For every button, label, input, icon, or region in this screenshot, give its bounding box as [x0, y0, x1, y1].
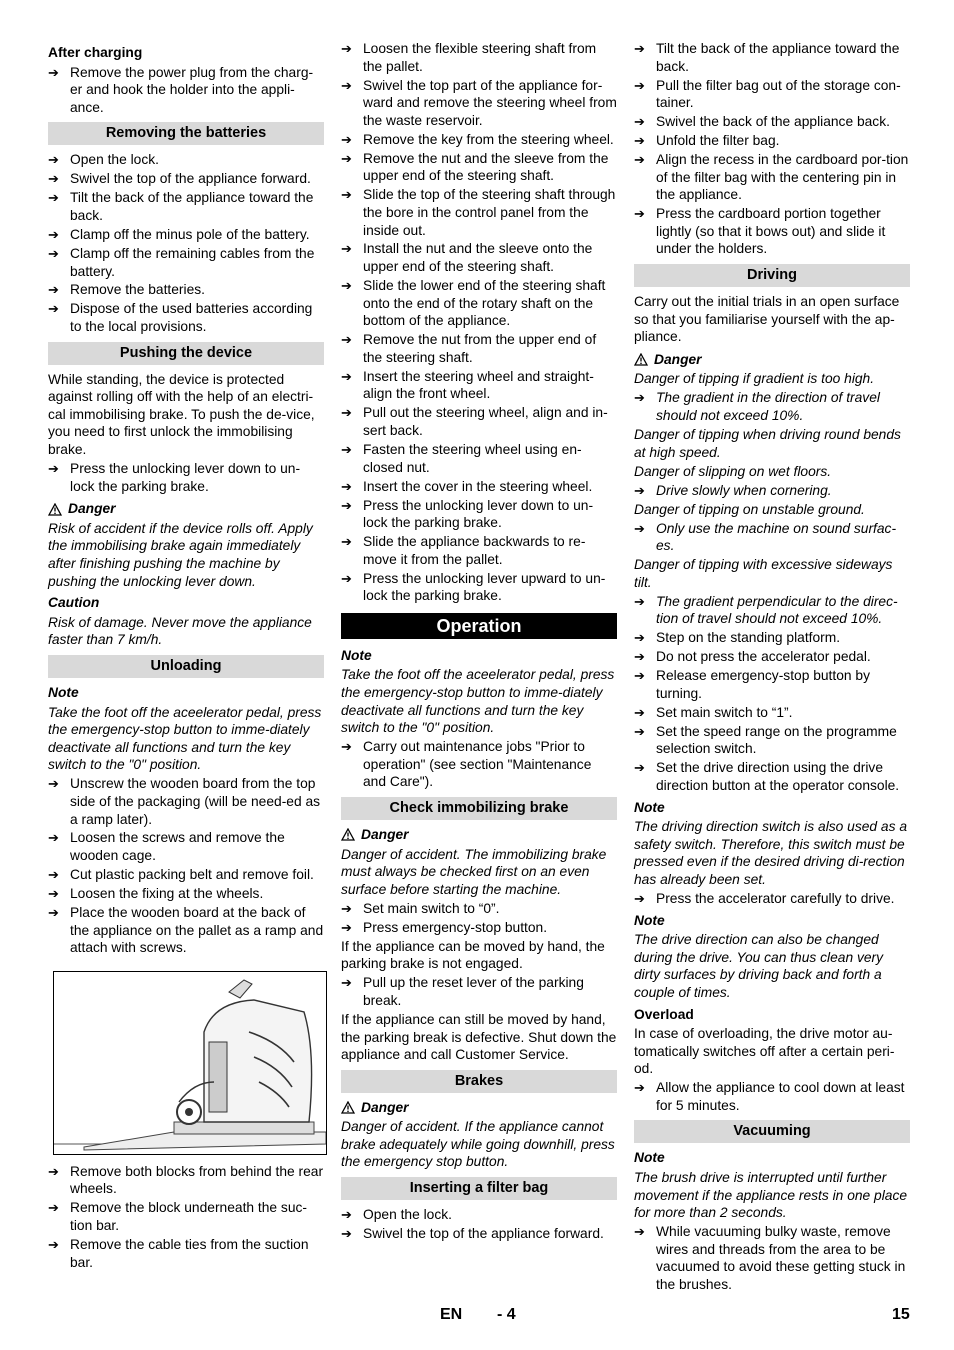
bullet-text: Remove the key from the steering wheel. [363, 131, 614, 147]
bullet-text: Open the lock. [363, 1207, 452, 1223]
bullet-item [341, 919, 617, 937]
paragraph: In case of overloading, the drive motor au-tomatically switches off after a certain peri-od. [634, 1026, 895, 1077]
bullet-text: Press the cardboard portion together lightly (so that it bows out) and slide it under the holders. [656, 206, 886, 257]
bullet-text: Unscrew the wooden board from the top side of the packaging (will be need-ed as a ramp later). [70, 776, 321, 827]
arrow-icon: ➔ [634, 41, 645, 56]
bullet-text: Loosen the fixing at the wheels. [70, 886, 264, 902]
arrow-icon: ➔ [341, 1207, 352, 1223]
bullet-item [634, 389, 910, 424]
italic-paragraph: Danger of tipping when driving round bends at high speed. [634, 427, 901, 460]
bullet-text: Remove the cable ties from the suction bar. [70, 1236, 309, 1270]
bullet-text: Cut plastic packing belt and remove foil. [70, 867, 314, 883]
bullet-text: Press emergency-stop button. [363, 919, 548, 935]
danger-text: Danger [654, 351, 702, 367]
bullet-text: Set main switch to “1”. [656, 704, 793, 720]
chapter-heading: Operation [341, 613, 617, 639]
bullet-item [634, 593, 910, 628]
arrow-icon: ➔ [634, 206, 645, 222]
arrow-icon: ➔ [341, 497, 352, 513]
bullet-item [634, 151, 910, 204]
bullet-text: Remove the power plug from the charg-er and hook the holder into the appli-ance. [70, 64, 314, 115]
bullet-item [341, 974, 617, 1009]
bullet-item [634, 648, 910, 666]
machine-figure [53, 971, 327, 1155]
section-heading: Removing the batteries [48, 122, 324, 145]
bullet-item [634, 1223, 910, 1293]
arrow-icon: ➔ [634, 390, 645, 406]
arrow-icon: ➔ [634, 890, 645, 906]
arrow-icon: ➔ [48, 190, 59, 206]
bullet-item [341, 533, 617, 568]
bullet-text: Swivel the back of the appliance back. [656, 114, 890, 130]
bullet-text: Clamp off the minus pole of the battery. [70, 226, 310, 242]
bullet-text: Remove the nut and the sleeve from the upper end of the steering shaft. [363, 150, 609, 184]
arrow-icon: ➔ [341, 570, 352, 586]
bullet-item [634, 629, 910, 647]
italic-paragraph: Take the foot off the aceelerator pedal, press the emergency-stop button to imme-diately deactivate all functions and turn the key switch to the "0" position. [48, 704, 322, 773]
subheading: Overload [634, 1006, 694, 1022]
arrow-icon: ➔ [341, 919, 352, 935]
note-label: Note [634, 1150, 665, 1166]
bullet-item [341, 368, 617, 403]
arrow-icon: ➔ [48, 226, 59, 242]
arrow-icon: ➔ [341, 478, 352, 494]
section-heading: Driving [634, 264, 910, 287]
bullet-text: Open the lock. [70, 152, 159, 168]
section-heading: Unloading [48, 655, 324, 678]
bullet-text: Press the unlocking lever upward to un-lock the parking brake. [363, 570, 606, 604]
italic-paragraph: Danger of tipping with excessive sideways tilt. [634, 557, 893, 590]
bullet-text: Set the speed range on the programme selection switch. [656, 723, 897, 757]
bullet-text: Swivel the top part of the appliance for-ward and remove the steering wheel from the waste reservoir. [363, 77, 617, 128]
bullet-text: Insert the steering wheel and straight-align the front wheel. [363, 368, 594, 402]
arrow-icon: ➔ [634, 760, 645, 776]
bullet-text: Carry out maintenance jobs "Prior to operation" (see section "Maintenance and Care"). [363, 739, 592, 790]
bullet-text: Clamp off the remaining cables from the battery. [70, 245, 315, 279]
warning-triangle-icon [48, 503, 62, 516]
italic-paragraph: Risk of damage. Never move the appliance faster than 7 km/h. [48, 614, 312, 648]
arrow-icon: ➔ [48, 1200, 59, 1216]
italic-paragraph: The driving direction switch is also used as a safety switch. Therefore, this switch must be pressed even if the desired driving di-rection has already been set. [634, 819, 908, 887]
bullet-text: Fasten the steering wheel using en-closed nut. [363, 441, 582, 475]
bullet-text: While vacuuming bulky waste, remove wires and threads from the area to be vacuumed to avoid these getting stuck in the brushes. [656, 1224, 906, 1292]
bullet-item [634, 723, 910, 758]
warning-triangle-icon [341, 828, 355, 841]
italic-paragraph: Risk of accident if the device rolls off. Apply the immobilising brake again immediately after finishing pushing the machine by pushing the unlocking lever down. [48, 520, 313, 589]
column-right [634, 40, 910, 1295]
bullet-text: Slide the lower end of the steering shaft onto the end of the rotary shaft on the bottom of the appliance. [363, 278, 606, 329]
bullet-text: Press the accelerator carefully to drive. [656, 890, 895, 906]
arrow-icon: ➔ [48, 886, 59, 902]
bullet-text: Step on the standing platform. [656, 630, 841, 646]
arrow-icon: ➔ [48, 1236, 59, 1252]
arrow-icon: ➔ [634, 77, 645, 93]
bullet-item [341, 570, 617, 605]
arrow-icon: ➔ [341, 187, 352, 203]
bullet-item [48, 1199, 324, 1234]
arrow-icon: ➔ [48, 830, 59, 846]
bullet-item [48, 170, 324, 188]
column-middle [341, 40, 617, 1244]
arrow-icon: ➔ [634, 114, 645, 130]
note-label: Note [341, 647, 372, 663]
arrow-icon: ➔ [48, 152, 59, 168]
machine-illustration [54, 972, 326, 1154]
bullet-item [48, 189, 324, 224]
italic-paragraph: The brush drive is interrupted until further movement if the appliance rests in one place for more than 2 seconds. [634, 1170, 908, 1221]
arrow-icon: ➔ [341, 534, 352, 550]
bullet-item [341, 441, 617, 476]
danger-text: Danger [68, 501, 116, 517]
arrow-icon: ➔ [48, 245, 59, 261]
note-label: Note [48, 684, 79, 700]
bullet-text: Unfold the filter bag. [656, 133, 780, 149]
bullet-text: Install the nut and the sleeve onto the upper end of the steering shaft. [363, 241, 593, 275]
paragraph: If the appliance can still be moved by hand, the parking break is defective. Shut down the appliance and call Customer Service. [341, 1011, 617, 1063]
italic-paragraph: Danger of accident. If the appliance cannot brake adequately while going downhill, press the emergency stop button. [341, 1119, 615, 1170]
arrow-icon: ➔ [634, 1224, 645, 1240]
arrow-icon: ➔ [634, 152, 645, 168]
arrow-icon: ➔ [341, 975, 352, 991]
paragraph: While standing, the device is protected against rolling off with the help of an electri-cal immobilising brake. To push the de-vice, you need to first unlock the immobilising brake. [48, 371, 315, 458]
section-heading: Inserting a filter bag [341, 1177, 617, 1200]
bullet-item [341, 277, 617, 330]
note-label: Caution [48, 595, 100, 611]
italic-paragraph: Danger of slipping on wet floors. [634, 463, 832, 479]
arrow-icon: ➔ [48, 64, 59, 80]
paragraph: Carry out the initial trials in an open surface so that you familiarise yourself with the ap-pliance. [634, 294, 900, 345]
bullet-item [634, 759, 910, 794]
arrow-icon: ➔ [634, 593, 645, 609]
arrow-icon: ➔ [48, 905, 59, 921]
arrow-icon: ➔ [341, 241, 352, 257]
arrow-icon: ➔ [341, 368, 352, 384]
section-heading: Vacuuming [634, 1120, 910, 1143]
bullet-item [48, 226, 324, 244]
bullet-item [48, 300, 324, 335]
arrow-icon: ➔ [634, 668, 645, 684]
bullet-item [634, 40, 910, 75]
bullet-text: Insert the cover in the steering wheel. [363, 478, 593, 494]
bullet-item [341, 240, 617, 275]
bullet-item [48, 1236, 324, 1271]
bullet-item [634, 520, 910, 555]
bullet-item [48, 1163, 324, 1198]
bullet-text: Slide the top of the steering shaft through the bore in the control panel from the inside out. [363, 187, 616, 238]
bullet-item [48, 904, 324, 957]
warning-triangle-icon [341, 1101, 355, 1114]
danger-label [48, 500, 324, 518]
bullet-item [634, 132, 910, 150]
arrow-icon: ➔ [48, 1163, 59, 1179]
bullet-text: Allow the appliance to cool down at least for 5 minutes. [656, 1080, 905, 1113]
bullet-text: Place the wooden board at the back of the appliance on the pallet as a ramp and attach with screws. [70, 905, 324, 956]
subheading: After charging [48, 45, 143, 60]
arrow-icon: ➔ [48, 461, 59, 477]
bullet-item [634, 205, 910, 258]
footer-page-number: 15 [892, 1306, 910, 1323]
bullet-text: Pull out the steering wheel, align and in-sert back. [363, 405, 608, 438]
bullet-item [341, 77, 617, 130]
danger-text: Danger [361, 1099, 409, 1115]
bullet-text: Release emergency-stop button by turning. [656, 668, 870, 701]
danger-text: Danger [361, 827, 409, 843]
bullet-item [634, 704, 910, 722]
footer-language: EN [440, 1306, 463, 1323]
arrow-icon: ➔ [634, 520, 645, 536]
italic-paragraph: Take the foot off the aceelerator pedal, press the emergency-stop button to imme-diately deactivate all functions and turn the key switch to the "0" position. [341, 667, 615, 736]
arrow-icon: ➔ [48, 776, 59, 792]
arrow-icon: ➔ [341, 77, 352, 93]
arrow-icon: ➔ [634, 630, 645, 646]
bullet-text: Remove the nut from the upper end of the steering shaft. [363, 332, 597, 365]
bullet-text: Pull up the reset lever of the parking break. [363, 975, 584, 1008]
bullet-item [341, 150, 617, 185]
bullet-item [634, 77, 910, 112]
bullet-item [341, 1206, 617, 1224]
bullet-text: Slide the appliance backwards to re-move it from the pallet. [363, 534, 586, 567]
bullet-item [48, 460, 324, 495]
bullet-item [341, 186, 617, 239]
bullet-text: Do not press the accelerator pedal. [656, 649, 871, 665]
bullet-text: Set main switch to “0”. [363, 900, 500, 916]
bullet-text: Loosen the flexible steering shaft from the pallet. [363, 41, 597, 74]
bullet-item [341, 900, 617, 918]
arrow-icon: ➔ [341, 41, 352, 56]
bullet-text: Remove the block underneath the suc-tion bar. [70, 1200, 307, 1233]
arrow-icon: ➔ [634, 723, 645, 739]
bullet-item [634, 667, 910, 702]
arrow-icon: ➔ [634, 1080, 645, 1096]
bullet-item [341, 331, 617, 366]
arrow-icon: ➔ [341, 441, 352, 457]
italic-paragraph: The drive direction can also be changed during the drive. You can thus clean very dirty surfaces by driving back and forth a couple of times. [634, 932, 884, 1000]
bullet-text: Tilt the back of the appliance toward the back. [656, 41, 900, 74]
arrow-icon: ➔ [341, 900, 352, 916]
danger-label [634, 351, 910, 369]
section-heading: Check immobilizing brake [341, 797, 617, 820]
italic-paragraph: Danger of tipping on unstable ground. [634, 501, 865, 517]
bullet-text: Press the unlocking lever down to un-lock the parking brake. [70, 461, 301, 494]
bullet-item [48, 775, 324, 828]
bullet-item [634, 482, 910, 500]
arrow-icon: ➔ [48, 301, 59, 317]
footer-subpage: - 4 [497, 1306, 516, 1323]
bullet-item [48, 866, 324, 884]
bullet-item [634, 1079, 910, 1114]
bullet-text: Remove the batteries. [70, 282, 205, 298]
bullet-item [341, 497, 617, 532]
arrow-icon: ➔ [634, 704, 645, 720]
arrow-icon: ➔ [341, 278, 352, 294]
danger-label [341, 826, 617, 844]
bullet-item [48, 281, 324, 299]
arrow-icon: ➔ [634, 649, 645, 665]
bullet-item [634, 890, 910, 908]
bullet-text: Align the recess in the cardboard por-tion of the filter bag with the centering pin in the appliance. [656, 152, 909, 203]
bullet-item [48, 64, 324, 117]
bullet-text: Remove both blocks from behind the rear wheels. [70, 1163, 324, 1197]
arrow-icon: ➔ [634, 133, 645, 149]
bullet-text: Swivel the top of the appliance forward. [363, 1226, 604, 1242]
section-heading: Brakes [341, 1070, 617, 1093]
arrow-icon: ➔ [634, 482, 645, 498]
bullet-text: Press the unlocking lever down to un-lock the parking brake. [363, 497, 594, 531]
bullet-item [341, 1225, 617, 1243]
arrow-icon: ➔ [48, 171, 59, 187]
danger-label [341, 1099, 617, 1117]
bullet-text: Set the drive direction using the drive direction button at the operator console. [656, 760, 900, 793]
bullet-item [341, 738, 617, 791]
note-label: Note [634, 912, 665, 928]
arrow-icon: ➔ [341, 150, 352, 166]
bullet-text: Dispose of the used batteries according to the local provisions. [70, 301, 313, 335]
column-left [48, 40, 324, 1273]
bullet-text: Swivel the top of the appliance forward. [70, 171, 311, 187]
warning-triangle-icon [634, 353, 648, 366]
arrow-icon: ➔ [341, 1226, 352, 1242]
bullet-text: Drive slowly when cornering. [656, 482, 832, 498]
section-heading: Pushing the device [48, 342, 324, 365]
bullet-text: Tilt the back of the appliance toward the back. [70, 190, 314, 223]
paragraph: If the appliance can be moved by hand, the parking brake is not engaged. [341, 938, 605, 972]
arrow-icon: ➔ [341, 332, 352, 348]
bullet-item [48, 151, 324, 169]
italic-paragraph: Danger of tipping if gradient is too high. [634, 371, 875, 387]
bullet-item [48, 245, 324, 280]
bullet-item [634, 113, 910, 131]
bullet-item [341, 131, 617, 149]
bullet-item [341, 478, 617, 496]
bullet-item [48, 885, 324, 903]
italic-paragraph: Danger of accident. The immobilizing brake must always be checked first on an even surface before starting the machine. [341, 846, 607, 897]
bullet-item [341, 404, 617, 439]
arrow-icon: ➔ [341, 739, 352, 755]
arrow-icon: ➔ [48, 282, 59, 298]
bullet-text: Pull the filter bag out of the storage con-tainer. [656, 77, 901, 111]
bullet-item [48, 829, 324, 864]
bullet-text: Only use the machine on sound surfac-es. [656, 520, 897, 554]
note-label: Note [634, 799, 665, 815]
arrow-icon: ➔ [341, 131, 352, 147]
bullet-text: The gradient in the direction of travel should not exceed 10%. [656, 390, 880, 424]
bullet-item [341, 40, 617, 75]
arrow-icon: ➔ [48, 867, 59, 883]
bullet-text: Loosen the screws and remove the wooden cage. [70, 830, 285, 864]
bullet-text: The gradient perpendicular to the direc-tion of travel should not exceed 10%. [656, 593, 898, 627]
arrow-icon: ➔ [341, 405, 352, 421]
